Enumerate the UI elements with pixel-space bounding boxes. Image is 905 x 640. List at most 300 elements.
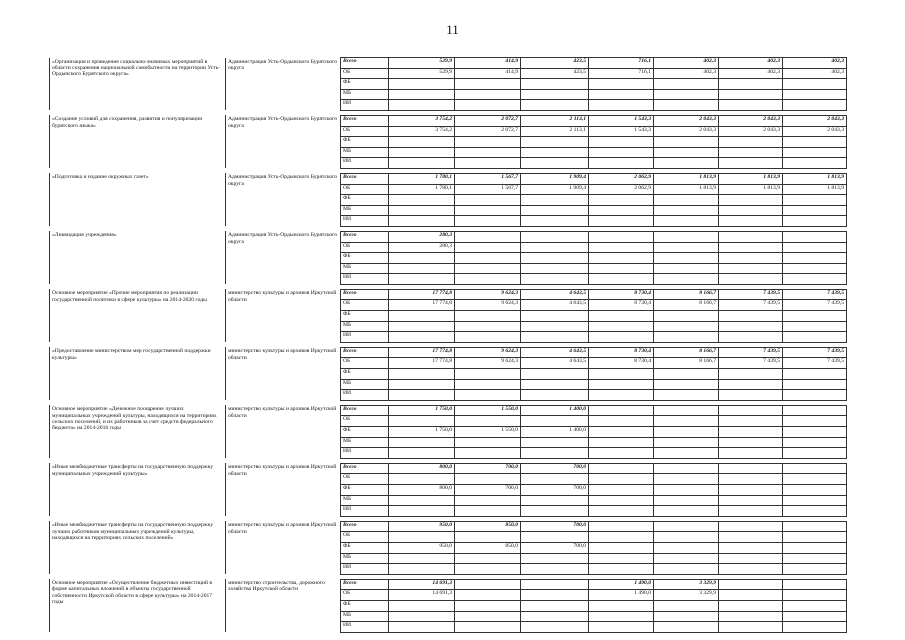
amount-cell	[455, 495, 521, 506]
amount-cell: 9 624,3	[455, 300, 521, 311]
amount-cell	[589, 405, 654, 416]
amount-cell	[521, 622, 589, 633]
amount-cell	[521, 321, 589, 332]
amount-cell: 7 439,5	[783, 289, 847, 300]
amount-cell	[455, 600, 521, 611]
amount-cell	[455, 332, 521, 343]
amount-cell: 950,0	[389, 521, 455, 532]
amount-cell	[589, 463, 654, 474]
amount-cell	[589, 321, 654, 332]
amount-cell: 7 439,5	[719, 300, 783, 311]
amount-cell	[783, 379, 847, 390]
amount-cell: 3 329,9	[654, 590, 719, 601]
amount-cell	[719, 579, 783, 590]
amount-cell	[389, 311, 455, 322]
amount-cell: 850,0	[455, 521, 521, 532]
amount-cell	[654, 564, 719, 575]
amount-cell	[719, 231, 783, 242]
amount-cell	[589, 622, 654, 633]
amount-cell	[455, 321, 521, 332]
amount-cell	[589, 564, 654, 575]
amount-cell: 8 166,7	[654, 289, 719, 300]
amount-cell	[455, 622, 521, 633]
executor-cell: министерство строительства, дорожного хозяйства Иркутской области	[226, 579, 341, 632]
funding-source: ОБ	[341, 242, 389, 253]
amount-cell	[521, 332, 589, 343]
amount-cell	[521, 611, 589, 622]
amount-cell	[521, 506, 589, 517]
amount-cell	[783, 79, 847, 90]
amount-cell	[719, 274, 783, 285]
activity-description: «Создание условий для сохранения, развития и популяризации бурятского языка»	[50, 115, 226, 168]
amount-cell	[521, 553, 589, 564]
amount-cell	[589, 253, 654, 264]
amount-cell	[389, 506, 455, 517]
amount-cell: 8 730,4	[589, 347, 654, 358]
amount-cell	[654, 263, 719, 274]
amount-cell	[719, 521, 783, 532]
amount-cell	[783, 463, 847, 474]
amount-cell	[389, 195, 455, 206]
amount-cell: 402,3	[654, 58, 719, 69]
funding-source: МБ	[341, 437, 389, 448]
amount-cell: 7 439,5	[719, 289, 783, 300]
amount-cell: 1 400,0	[521, 405, 589, 416]
amount-cell	[719, 611, 783, 622]
amount-cell	[521, 448, 589, 459]
activity-description: «Ликвидация учреждения»	[50, 231, 226, 284]
amount-cell	[654, 611, 719, 622]
activity-description: Основное мероприятие «Осуществление бюджетных инвестиций в форме капитальных вложений в объекты государственной собственности Иркутской области в сфере культуры» на 2014-2017 годы	[50, 579, 226, 632]
funding-source: ОБ	[341, 416, 389, 427]
amount-cell	[783, 147, 847, 158]
amount-cell: 1 750,0	[389, 427, 455, 438]
amount-cell	[589, 311, 654, 322]
amount-cell	[521, 263, 589, 274]
amount-cell	[654, 553, 719, 564]
amount-cell	[783, 542, 847, 553]
amount-cell	[521, 147, 589, 158]
amount-cell: 529,9	[389, 58, 455, 69]
amount-cell	[654, 321, 719, 332]
amount-cell: 8 730,4	[589, 300, 654, 311]
table-row-total	[50, 289, 847, 300]
amount-cell: 17 774,8	[389, 300, 455, 311]
amount-cell	[589, 137, 654, 148]
amount-cell	[654, 195, 719, 206]
amount-cell: 1 909,4	[521, 184, 589, 195]
amount-cell	[654, 89, 719, 100]
amount-cell: 2 043,3	[654, 115, 719, 126]
amount-cell	[589, 416, 654, 427]
amount-cell	[654, 622, 719, 633]
amount-cell	[719, 506, 783, 517]
amount-cell	[589, 521, 654, 532]
amount-cell	[589, 484, 654, 495]
amount-cell	[589, 437, 654, 448]
amount-cell: 1 780,1	[389, 184, 455, 195]
amount-cell	[654, 542, 719, 553]
amount-cell	[719, 242, 783, 253]
amount-cell	[589, 263, 654, 274]
amount-cell	[654, 427, 719, 438]
funding-source: ОБ	[341, 532, 389, 543]
amount-cell	[654, 532, 719, 543]
amount-cell	[719, 321, 783, 332]
funding-source: ОБ	[341, 300, 389, 311]
funding-source: Всего	[341, 521, 389, 532]
funding-source: ОБ	[341, 68, 389, 79]
amount-cell: 8 730,4	[589, 358, 654, 369]
amount-cell	[521, 274, 589, 285]
amount-cell: 280,3	[389, 231, 455, 242]
amount-cell	[783, 484, 847, 495]
amount-cell	[389, 263, 455, 274]
funding-source: ИИ	[341, 332, 389, 343]
amount-cell	[654, 416, 719, 427]
amount-cell	[389, 79, 455, 90]
funding-source: Всего	[341, 58, 389, 69]
amount-cell	[719, 79, 783, 90]
table-row-total	[50, 579, 847, 590]
amount-cell	[521, 532, 589, 543]
amount-cell	[719, 622, 783, 633]
amount-cell	[455, 448, 521, 459]
funding-source: Всего	[341, 289, 389, 300]
table-row-total	[50, 115, 847, 126]
amount-cell	[521, 253, 589, 264]
amount-cell: 7 439,5	[783, 347, 847, 358]
funding-source: МБ	[341, 147, 389, 158]
amount-cell: 1 750,0	[389, 405, 455, 416]
amount-cell	[654, 506, 719, 517]
amount-cell	[719, 463, 783, 474]
amount-cell	[589, 147, 654, 158]
amount-cell: 4 643,5	[521, 347, 589, 358]
amount-cell	[783, 553, 847, 564]
amount-cell	[783, 89, 847, 100]
amount-cell: 1 550,0	[455, 405, 521, 416]
amount-cell: 17 774,8	[389, 347, 455, 358]
amount-cell	[654, 390, 719, 401]
amount-cell	[455, 158, 521, 169]
amount-cell: 414,9	[455, 58, 521, 69]
amount-cell: 1 813,9	[719, 173, 783, 184]
amount-cell: 700,0	[455, 463, 521, 474]
amount-cell	[719, 195, 783, 206]
table-row-total	[50, 173, 847, 184]
amount-cell	[654, 332, 719, 343]
funding-source: ОБ	[341, 590, 389, 601]
amount-cell	[521, 379, 589, 390]
funding-source: ФБ	[341, 600, 389, 611]
amount-cell	[719, 89, 783, 100]
funding-source: Всего	[341, 405, 389, 416]
funding-source: Всего	[341, 115, 389, 126]
amount-cell	[719, 564, 783, 575]
amount-cell	[783, 416, 847, 427]
amount-cell	[719, 216, 783, 227]
amount-cell	[521, 579, 589, 590]
funding-source: МБ	[341, 205, 389, 216]
amount-cell	[455, 390, 521, 401]
amount-cell	[389, 274, 455, 285]
amount-cell	[389, 622, 455, 633]
amount-cell: 529,9	[389, 68, 455, 79]
amount-cell	[389, 332, 455, 343]
funding-source: МБ	[341, 263, 389, 274]
amount-cell	[389, 495, 455, 506]
amount-cell	[783, 579, 847, 590]
amount-cell	[719, 147, 783, 158]
amount-cell	[589, 600, 654, 611]
amount-cell	[455, 274, 521, 285]
executor-cell: Администрация Усть-Ордынского Бурятского округа	[226, 173, 341, 226]
amount-cell	[654, 147, 719, 158]
amount-cell	[783, 231, 847, 242]
amount-cell: 1 813,9	[783, 184, 847, 195]
funding-source: ФБ	[341, 311, 389, 322]
amount-cell	[654, 274, 719, 285]
funding-source: Всего	[341, 173, 389, 184]
amount-cell	[521, 416, 589, 427]
amount-cell	[654, 405, 719, 416]
amount-cell: 4 643,5	[521, 289, 589, 300]
amount-cell	[783, 100, 847, 111]
amount-cell	[521, 564, 589, 575]
amount-cell: 402,3	[783, 58, 847, 69]
amount-cell	[455, 611, 521, 622]
activity-description: «Иные межбюджетные трансферты на государственную поддержку муниципальных учреждений культуры»	[50, 463, 226, 516]
amount-cell: 700,0	[455, 484, 521, 495]
amount-cell: 17 774,8	[389, 358, 455, 369]
amount-cell	[719, 542, 783, 553]
funding-source: ФБ	[341, 253, 389, 264]
amount-cell	[589, 100, 654, 111]
table-row-total	[50, 231, 847, 242]
amount-cell: 1 813,9	[719, 184, 783, 195]
amount-cell	[589, 532, 654, 543]
amount-cell	[455, 137, 521, 148]
amount-cell	[521, 590, 589, 601]
amount-cell	[654, 231, 719, 242]
funding-source: ФБ	[341, 427, 389, 438]
amount-cell	[521, 437, 589, 448]
amount-cell	[589, 216, 654, 227]
funding-source: ИИ	[341, 506, 389, 517]
funding-source: ОБ	[341, 358, 389, 369]
amount-cell: 2 043,3	[783, 115, 847, 126]
amount-cell	[389, 448, 455, 459]
amount-cell: 3 754,2	[389, 126, 455, 137]
amount-cell: 950,0	[389, 542, 455, 553]
amount-cell	[455, 474, 521, 485]
amount-cell	[589, 553, 654, 564]
funding-source: ФБ	[341, 195, 389, 206]
amount-cell	[455, 532, 521, 543]
page-number: 11	[446, 22, 459, 37]
amount-cell	[589, 390, 654, 401]
funding-source: ФБ	[341, 137, 389, 148]
amount-cell	[589, 506, 654, 517]
amount-cell	[654, 311, 719, 322]
amount-cell: 2 043,3	[719, 126, 783, 137]
amount-cell	[719, 495, 783, 506]
amount-cell	[719, 484, 783, 495]
amount-cell	[521, 600, 589, 611]
executor-cell: министерство культуры и архивов Иркутской области	[226, 521, 341, 574]
amount-cell: 2 072,7	[455, 115, 521, 126]
amount-cell: 8 166,7	[654, 358, 719, 369]
funding-source: ФБ	[341, 484, 389, 495]
funding-source: ИИ	[341, 274, 389, 285]
funding-source: ОБ	[341, 184, 389, 195]
amount-cell	[654, 253, 719, 264]
amount-cell: 7 439,5	[719, 358, 783, 369]
amount-cell	[455, 437, 521, 448]
amount-cell	[521, 474, 589, 485]
amount-cell	[455, 242, 521, 253]
amount-cell: 4 643,5	[521, 358, 589, 369]
amount-cell: 1 909,4	[521, 173, 589, 184]
amount-cell	[389, 553, 455, 564]
amount-cell	[389, 379, 455, 390]
amount-cell: 1 813,9	[654, 184, 719, 195]
amount-cell	[654, 79, 719, 90]
amount-cell	[783, 195, 847, 206]
amount-cell: 800,0	[389, 484, 455, 495]
amount-cell	[521, 231, 589, 242]
amount-cell	[719, 437, 783, 448]
amount-cell	[783, 564, 847, 575]
amount-cell: 700,0	[521, 463, 589, 474]
amount-cell	[654, 242, 719, 253]
amount-cell	[719, 532, 783, 543]
amount-cell	[589, 89, 654, 100]
amount-cell	[654, 600, 719, 611]
amount-cell: 850,0	[455, 542, 521, 553]
amount-cell	[783, 506, 847, 517]
amount-cell	[654, 100, 719, 111]
funding-source: ОБ	[341, 126, 389, 137]
executor-cell: министерство культуры и архивов Иркутской области	[226, 289, 341, 342]
table-row-total	[50, 405, 847, 416]
amount-cell	[589, 542, 654, 553]
amount-cell	[455, 79, 521, 90]
amount-cell: 1 550,0	[455, 427, 521, 438]
amount-cell	[589, 242, 654, 253]
amount-cell	[455, 147, 521, 158]
funding-source: ИИ	[341, 158, 389, 169]
amount-cell	[589, 195, 654, 206]
amount-cell	[719, 474, 783, 485]
amount-cell	[783, 611, 847, 622]
amount-cell	[455, 100, 521, 111]
amount-cell	[719, 416, 783, 427]
funding-source: ИИ	[341, 448, 389, 459]
amount-cell	[455, 416, 521, 427]
amount-cell	[589, 427, 654, 438]
amount-cell	[589, 611, 654, 622]
amount-cell	[719, 311, 783, 322]
amount-cell: 1 543,3	[589, 126, 654, 137]
amount-cell: 700,0	[521, 542, 589, 553]
amount-cell: 3 754,2	[389, 115, 455, 126]
activity-description: «Иные межбюджетные трансферты на государственную поддержку лучших работников муниципальных учреждений культуры, находящихся на территориях сельских поселений»	[50, 521, 226, 574]
amount-cell	[455, 553, 521, 564]
amount-cell	[521, 79, 589, 90]
amount-cell	[389, 253, 455, 264]
amount-cell	[589, 79, 654, 90]
amount-cell	[455, 195, 521, 206]
amount-cell: 4 643,5	[521, 300, 589, 311]
amount-cell	[783, 158, 847, 169]
amount-cell	[389, 158, 455, 169]
amount-cell	[389, 611, 455, 622]
amount-cell	[654, 205, 719, 216]
amount-cell	[783, 437, 847, 448]
amount-cell	[389, 564, 455, 575]
executor-cell: Администрация Усть-Ордынского Бурятского округа	[226, 231, 341, 284]
activity-description: Основное мероприятие «Денежное поощрение лучших муниципальных учреждений культуры, находящихся на территориях сельских поселений, и их работников за счет средств федерального бюджета» на 2014-2016 годы	[50, 405, 226, 458]
amount-cell	[783, 321, 847, 332]
funding-source: ФБ	[341, 369, 389, 380]
amount-cell: 402,3	[654, 68, 719, 79]
amount-cell: 8 166,7	[654, 347, 719, 358]
amount-cell	[455, 253, 521, 264]
amount-cell	[654, 137, 719, 148]
amount-cell	[389, 437, 455, 448]
amount-cell: 9 624,3	[455, 358, 521, 369]
executor-cell: министерство культуры и архивов Иркутской области	[226, 463, 341, 516]
amount-cell: 700,0	[521, 484, 589, 495]
executor-cell: Администрация Усть-Ордынского Бурятского округа	[226, 58, 341, 111]
amount-cell	[783, 274, 847, 285]
activity-description: Основное мероприятие «Прочие мероприятия по реализации государственной политики в сфере культуры» на 2014-2020 годы	[50, 289, 226, 342]
amount-cell	[654, 495, 719, 506]
amount-cell	[455, 379, 521, 390]
funding-source: ФБ	[341, 79, 389, 90]
funding-source: ИИ	[341, 564, 389, 575]
amount-cell	[389, 89, 455, 100]
amount-cell	[389, 137, 455, 148]
table-row-total	[50, 521, 847, 532]
amount-cell: 2 062,9	[589, 184, 654, 195]
executor-cell: Администрация Усть-Ордынского Бурятского округа	[226, 115, 341, 168]
amount-cell: 1 400,0	[521, 427, 589, 438]
funding-source: Всего	[341, 463, 389, 474]
amount-cell	[455, 311, 521, 322]
amount-cell	[783, 311, 847, 322]
amount-cell	[455, 369, 521, 380]
amount-cell: 1 490,0	[589, 590, 654, 601]
amount-cell: 700,0	[521, 521, 589, 532]
amount-cell	[783, 495, 847, 506]
amount-cell	[783, 369, 847, 380]
amount-cell: 402,3	[719, 58, 783, 69]
amount-cell: 8 730,4	[589, 289, 654, 300]
amount-cell	[389, 474, 455, 485]
amount-cell: 1 813,9	[654, 173, 719, 184]
amount-cell	[589, 474, 654, 485]
amount-cell: 2 043,3	[783, 126, 847, 137]
amount-cell: 423,5	[521, 58, 589, 69]
amount-cell: 2 072,7	[455, 126, 521, 137]
amount-cell: 2 113,1	[521, 115, 589, 126]
amount-cell	[521, 390, 589, 401]
amount-cell: 423,5	[521, 68, 589, 79]
amount-cell	[783, 263, 847, 274]
